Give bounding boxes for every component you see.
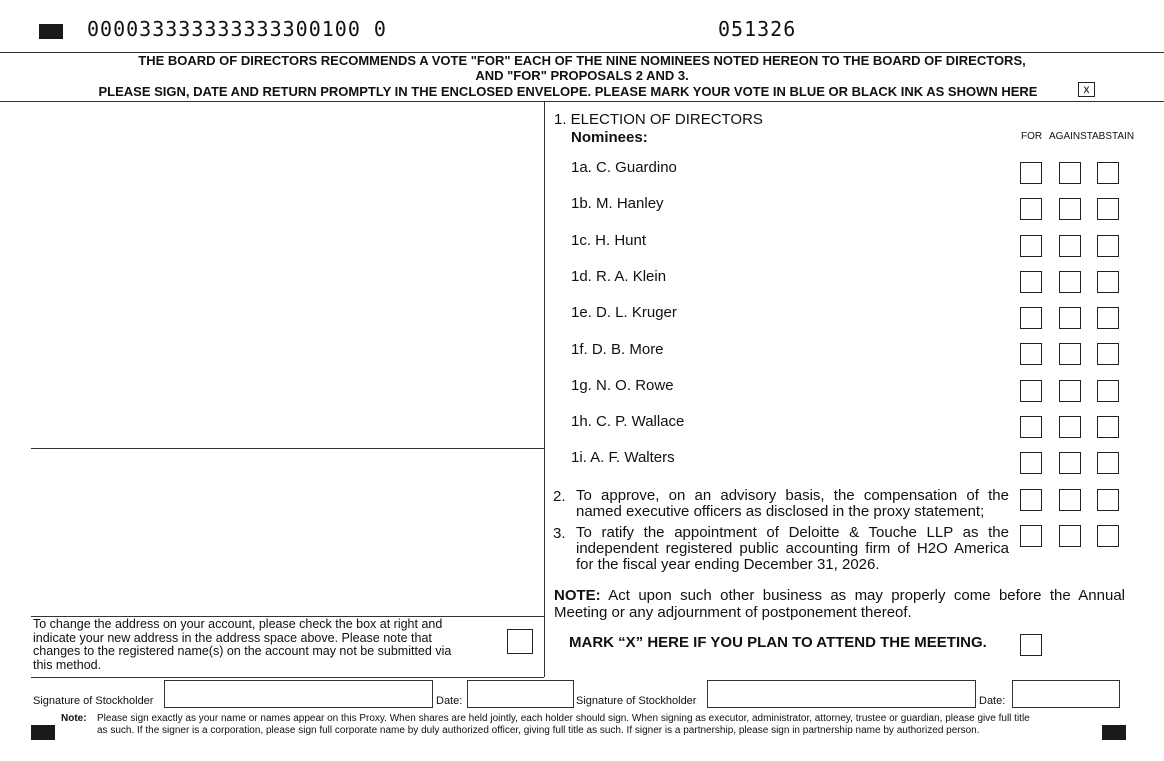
address-change-line: this method. (33, 657, 102, 672)
instruction-line-3: PLEASE SIGN, DATE AND RETURN PROMPTLY IN THE ENCLOSED ENVELOPE. PLEASE MARK YOUR VOTE IN BLUE OR BLACK INK AS SHOWN HERE (98, 84, 1038, 99)
nominee-1b-against-checkbox[interactable] (1059, 198, 1081, 220)
proposal-2-line: To approve, on an advisory basis, the compensation of the (576, 487, 1009, 504)
nominee-1i-for-checkbox[interactable] (1020, 452, 1042, 474)
nominee-1e: 1e. D. L. Kruger (571, 304, 677, 321)
note-line-2: Meeting or any adjournment of postponement thereof. (554, 604, 912, 621)
election-title: 1. ELECTION OF DIRECTORS (554, 111, 763, 128)
address-space-divider (31, 448, 544, 449)
signature-field-2[interactable] (707, 680, 976, 708)
footer-note-text (97, 713, 1097, 737)
job-number: 051326 (718, 17, 797, 41)
nominee-1c-abstain-checkbox[interactable] (1097, 235, 1119, 257)
column-header-against: AGAINST (1049, 131, 1093, 142)
nominee-1h-against-checkbox[interactable] (1059, 416, 1081, 438)
proposal-3-for-checkbox[interactable] (1020, 525, 1042, 547)
nominee-1i-against-checkbox[interactable] (1059, 452, 1081, 474)
registration-mark-bottom-right (1102, 725, 1126, 740)
date-label-1: Date: (436, 695, 463, 707)
nominee-1i-abstain-checkbox[interactable] (1097, 452, 1119, 474)
address-change-checkbox[interactable] (507, 629, 533, 654)
attend-meeting-checkbox[interactable] (1020, 634, 1042, 656)
nominee-1c: 1c. H. Hunt (571, 232, 647, 249)
proposal-2-line: named executive officers as disclosed in the proxy statement; (576, 503, 985, 520)
example-mark-box: x (1078, 82, 1095, 97)
registration-mark-bottom-left (31, 725, 55, 740)
nominee-1d: 1d. R. A. Klein (571, 268, 667, 285)
nominee-1b-for-checkbox[interactable] (1020, 198, 1042, 220)
other-business-note (554, 587, 1125, 621)
nominee-1f-against-checkbox[interactable] (1059, 343, 1081, 365)
signature-field-1[interactable] (164, 680, 433, 708)
instruction-divider (0, 101, 1164, 102)
nominee-1f-abstain-checkbox[interactable] (1097, 343, 1119, 365)
nominees-label: Nominees: (571, 129, 648, 146)
nominee-1g-against-checkbox[interactable] (1059, 380, 1081, 402)
note-line-1 (554, 587, 1125, 604)
nominee-1g: 1g. N. O. Rowe (571, 377, 674, 394)
nominee-1a-for-checkbox[interactable] (1020, 162, 1042, 184)
nominee-1h: 1h. C. P. Wallace (571, 413, 685, 430)
nominee-1d-for-checkbox[interactable] (1020, 271, 1042, 293)
signature-label-1: Signature of Stockholder (33, 695, 154, 707)
nominee-1f-for-checkbox[interactable] (1020, 343, 1042, 365)
attend-meeting-label: MARK “X” HERE IF YOU PLAN TO ATTEND THE MEETING. (569, 634, 987, 651)
nominee-1g-for-checkbox[interactable] (1020, 380, 1042, 402)
nominee-1i: 1i. A. F. Walters (571, 449, 675, 466)
footer-note-label: Note: (61, 713, 87, 724)
footer-note-line: Please sign exactly as your name or names appear on this Proxy. When shares are held jointly, each holder should sign. When signing as executor, administrator, attorney, trustee or guardian, please give full title (97, 713, 1030, 724)
address-change-line: indicate your new address in the address space above. Please note that (33, 630, 432, 645)
control-number: 000033333333333300100 0 (87, 17, 387, 41)
nominee-1a: 1a. C. Guardino (571, 159, 677, 176)
column-header-for: FOR (1021, 131, 1043, 142)
instruction-line-2: AND "FOR" PROPOSALS 2 AND 3. (475, 68, 689, 83)
proposal-3-abstain-checkbox[interactable] (1097, 525, 1119, 547)
nominee-1f: 1f. D. B. More (571, 341, 664, 358)
nominee-1a-against-checkbox[interactable] (1059, 162, 1081, 184)
proposal-2-abstain-checkbox[interactable] (1097, 489, 1119, 511)
registration-mark-top-left (39, 24, 63, 39)
signature-label-2: Signature of Stockholder (576, 695, 697, 707)
date-field-1[interactable] (467, 680, 574, 708)
column-header-abstain: ABSTAIN (1092, 131, 1135, 142)
proposal-2-number: 2. (553, 488, 566, 505)
address-change-text (33, 618, 476, 672)
proposal-3-text (576, 525, 1009, 573)
nominee-1d-abstain-checkbox[interactable] (1097, 271, 1119, 293)
nominee-1b-abstain-checkbox[interactable] (1097, 198, 1119, 220)
date-field-2[interactable] (1012, 680, 1120, 708)
address-change-line: changes to the registered name(s) on the account may not be submitted via (33, 644, 452, 658)
nominee-1h-for-checkbox[interactable] (1020, 416, 1042, 438)
nominee-1e-abstain-checkbox[interactable] (1097, 307, 1119, 329)
address-change-bottom-line (31, 677, 544, 678)
proposal-3-line: independent registered public accounting firm of H2O America (576, 540, 1009, 557)
nominee-1c-for-checkbox[interactable] (1020, 235, 1042, 257)
nominee-1a-abstain-checkbox[interactable] (1097, 162, 1119, 184)
note-label: NOTE: (554, 587, 601, 604)
proposal-2-text (576, 488, 1009, 520)
instruction-line-1: THE BOARD OF DIRECTORS RECOMMENDS A VOTE "FOR" EACH OF THE NINE NOMINEES NOTED HEREON TO THE BOARD OF DIRECTORS, (138, 53, 1026, 68)
proposal-3-line: To ratify the appointment of Deloitte & Touche LLP as the (576, 524, 1009, 541)
nominee-1g-abstain-checkbox[interactable] (1097, 380, 1119, 402)
nominee-1h-abstain-checkbox[interactable] (1097, 416, 1119, 438)
panel-divider (544, 101, 545, 677)
proposal-3-against-checkbox[interactable] (1059, 525, 1081, 547)
proposal-3-line: for the fiscal year ending December 31, 2026. (576, 556, 880, 573)
nominee-1c-against-checkbox[interactable] (1059, 235, 1081, 257)
nominee-1d-against-checkbox[interactable] (1059, 271, 1081, 293)
nominee-1e-against-checkbox[interactable] (1059, 307, 1081, 329)
footer-note-line: as such. If the signer is a corporation, please sign full corporate name by duly authorized officer, giving full title as such. If signer is a partnership, please sign in partnership name by authorized person. (97, 725, 980, 736)
nominee-1e-for-checkbox[interactable] (1020, 307, 1042, 329)
proposal-3-number: 3. (553, 525, 566, 542)
nominee-1b: 1b. M. Hanley (571, 195, 664, 212)
note-text-1: Act upon such other business as may properly come before the Annual (608, 587, 1126, 604)
proposal-2-for-checkbox[interactable] (1020, 489, 1042, 511)
address-change-line: To change the address on your account, please check the box at right and (33, 617, 443, 631)
proposal-2-against-checkbox[interactable] (1059, 489, 1081, 511)
date-label-2: Date: (979, 695, 1006, 707)
